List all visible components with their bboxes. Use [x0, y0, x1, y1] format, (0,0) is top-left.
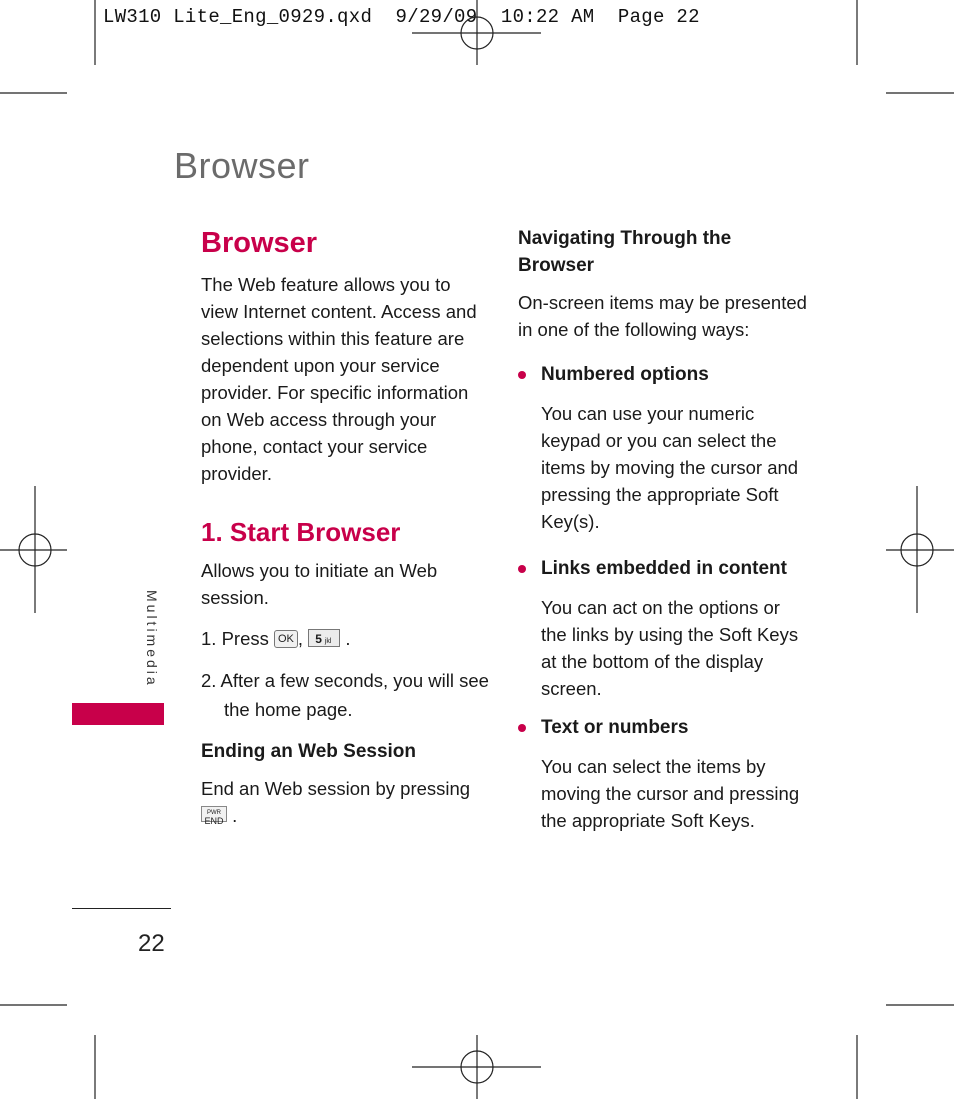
print-slug: LW310 Lite_Eng_0929.qxd 9/29/09 10:22 AM Page 22 [103, 6, 700, 28]
bullet-title: Text or numbers [541, 717, 689, 738]
key-5-digit: 5 [315, 632, 322, 646]
footer-divider [72, 908, 171, 909]
ending-text-end: . [232, 805, 238, 826]
page-number: 22 [138, 930, 165, 957]
key-5-icon [308, 629, 340, 647]
step-1-end: . [345, 628, 351, 649]
key-5-letters: jkl [324, 638, 332, 645]
ok-key-icon: OK [274, 630, 298, 648]
bullet-title: Links embedded in content [541, 558, 787, 579]
left-column [201, 225, 491, 829]
side-tab-bar [72, 703, 164, 725]
step-1 [201, 625, 491, 652]
ending-text-body: End an Web session by pressing [201, 778, 471, 799]
end-key-icon [201, 806, 227, 826]
end-key-label: END [204, 816, 224, 826]
intro-paragraph: The Web feature allows you to view Internet content. Access and selections within this feature are dependent upon your service provider. For specific information on Web access through your phone, contact your service provider. [201, 274, 477, 484]
step-1-sep: , [297, 628, 304, 649]
running-title: Browser [174, 145, 310, 186]
start-browser-heading: 1. Start Browser [201, 517, 401, 547]
ending-heading: Ending an Web Session [201, 741, 417, 762]
navigating-heading: Navigating Through the Browser [518, 228, 732, 276]
bullet-text: You can use your numeric keypad or you can select the items by moving the cursor and pressing the appropriate Soft Key(s). [541, 403, 799, 532]
side-tab-label: Multimedia [144, 590, 160, 688]
step-2: 2. After a few seconds, you will see the home page. [201, 670, 489, 720]
step-1-text: 1. Press [201, 628, 269, 649]
navigating-intro: On-screen items may be presented in one of the following ways: [518, 292, 807, 340]
start-browser-intro: Allows you to initiate an Web session. [201, 560, 438, 608]
bullet-item [518, 361, 808, 388]
bullet-dot-icon [518, 565, 526, 573]
bullet-text: You can act on the options or the links by using the Soft Keys at the bottom of the display screen. [541, 597, 799, 699]
bullet-dot-icon [518, 371, 526, 379]
end-key-top: PWR [207, 810, 221, 816]
ending-text [201, 775, 491, 829]
bullet-text: You can select the items by moving the cursor and pressing the appropriate Soft Keys. [541, 756, 800, 831]
bullet-title: Numbered options [541, 364, 709, 385]
bullet-item [518, 555, 808, 582]
right-column [518, 225, 808, 834]
bullet-item [518, 714, 808, 741]
bullet-dot-icon [518, 724, 526, 732]
section-heading: Browser [201, 227, 318, 259]
